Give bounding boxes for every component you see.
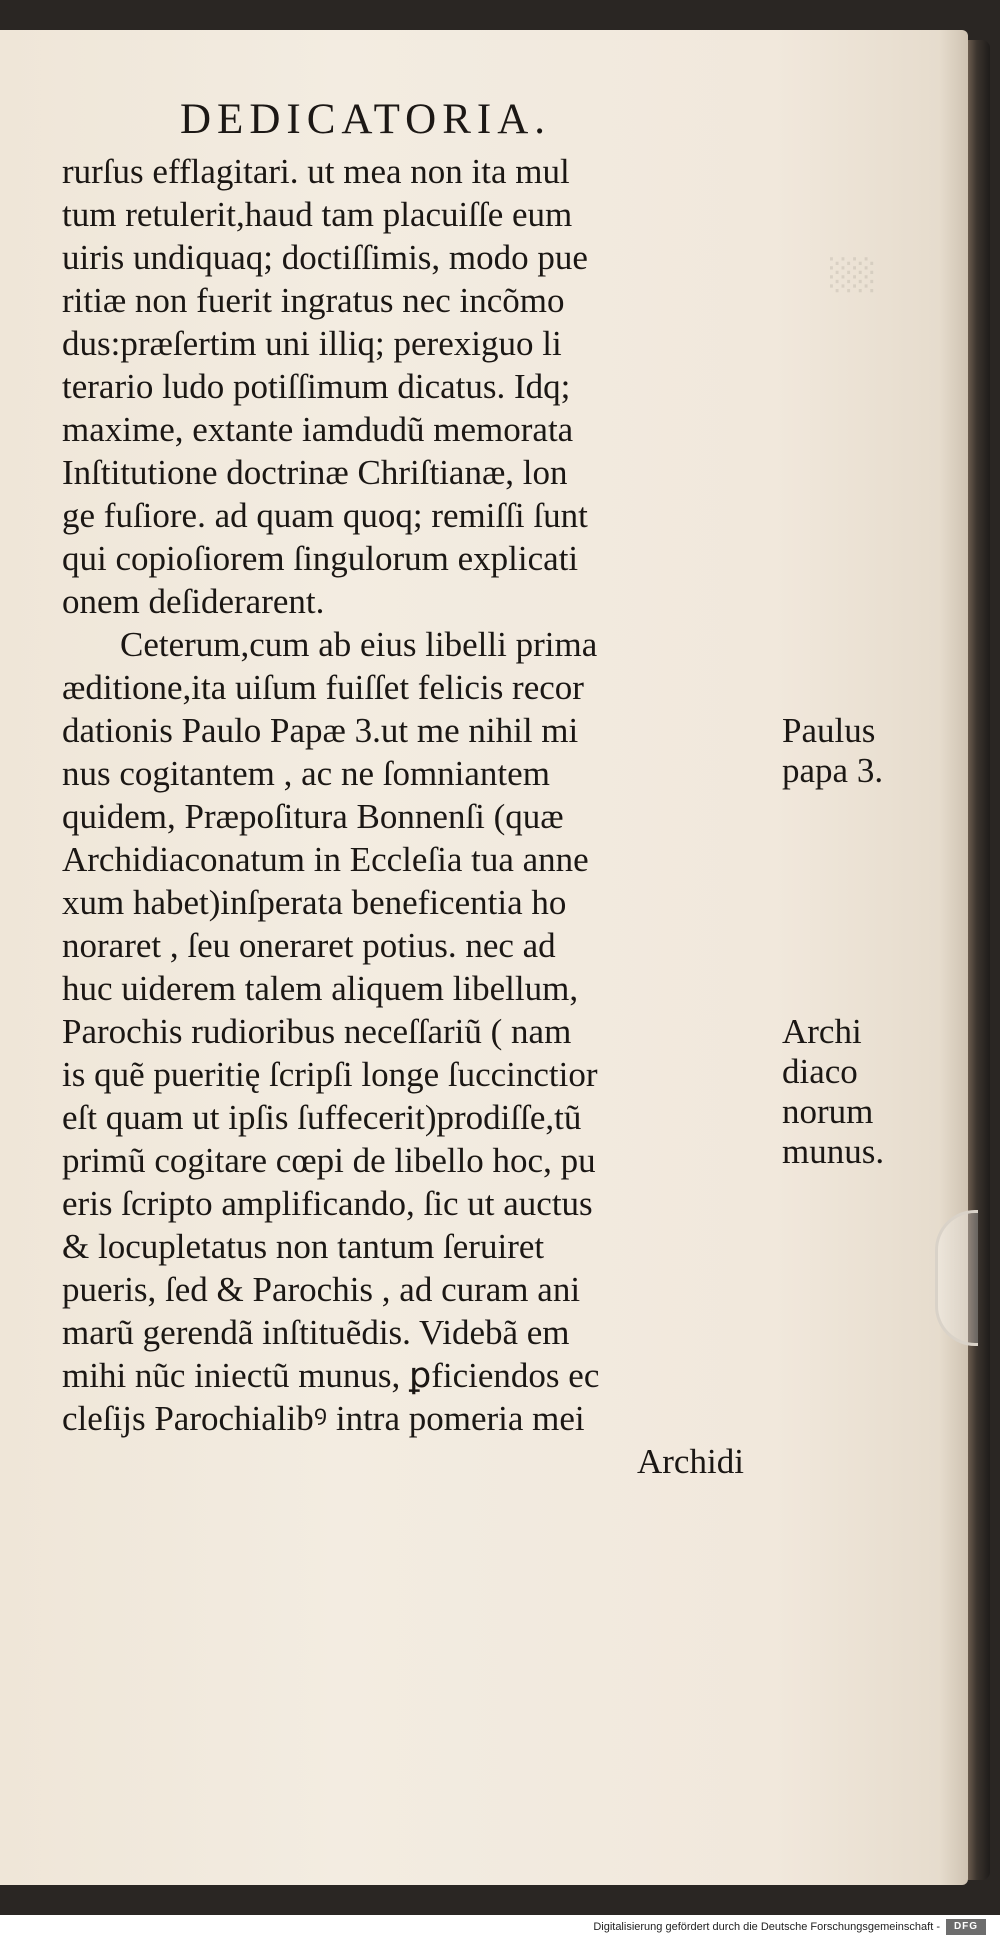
text-line: uiris undiquaq; doctiſſimis, modo pue bbox=[62, 238, 588, 277]
marginal-note-line: norum bbox=[782, 1092, 874, 1131]
marginal-note bbox=[782, 711, 883, 791]
marginal-note-line: papa 3. bbox=[782, 751, 884, 790]
text-line: Archidiaconatum in Eccleſia tua anne bbox=[62, 840, 589, 879]
text-line: nus cogitantem , ac ne ſomniantem bbox=[62, 754, 550, 793]
text-line: is quẽ pueritię ſcripſi longe ſuccinctior bbox=[62, 1055, 598, 1094]
text-line: & locupletatus non tantum ſeruiret bbox=[62, 1227, 545, 1266]
page-tab-marker bbox=[935, 1210, 978, 1346]
marginal-note-line: Paulus bbox=[782, 711, 876, 750]
running-head: DEDICATORIA. bbox=[180, 96, 552, 143]
catchword: Archidi bbox=[637, 1442, 744, 1481]
text-line: dus:præſertim uni illiq; perexiguo li bbox=[62, 324, 562, 363]
text-line: Ceterum,cum ab eius libelli prima bbox=[120, 625, 598, 664]
page-edge bbox=[968, 40, 990, 1880]
text-line: rurſus efflagitari. ut mea non ita mul bbox=[62, 152, 570, 191]
text-line: eris ſcripto amplificando, ſic ut auctus bbox=[62, 1184, 593, 1223]
body-text bbox=[62, 150, 792, 1483]
text-line: ritiæ non fuerit ingratus nec incõmo bbox=[62, 281, 565, 320]
text-line: ge fuſiore. ad quam quoq; remiſſi ſunt bbox=[62, 496, 588, 535]
text-line: xum habet)inſperata beneficentia ho bbox=[62, 883, 567, 922]
text-line: onem deſiderarent. bbox=[62, 582, 325, 621]
marginal-note-line: munus. bbox=[782, 1132, 885, 1171]
dfg-logo: DFG bbox=[946, 1919, 986, 1935]
marginal-note-line: Archi bbox=[782, 1012, 862, 1051]
text-line: terario ludo potiſſimum dicatus. Idq; bbox=[62, 367, 571, 406]
text-line: dationis Paulo Papæ 3.ut me nihil mi bbox=[62, 711, 579, 750]
marginal-note-line: diaco bbox=[782, 1052, 858, 1091]
text-line: marũ gerendã inſtituẽdis. Videbã em bbox=[62, 1313, 570, 1352]
text-line: primũ cogitare cœpi de libello hoc, pu bbox=[62, 1141, 596, 1180]
text-line: Inſtitutione doctrinæ Chriſtianæ, lon bbox=[62, 453, 568, 492]
footer-credit: Digitalisierung gefördert durch die Deutsche Forschungsgemeinschaft - bbox=[593, 1921, 940, 1933]
marginal-note bbox=[782, 1012, 884, 1172]
text-line: mihi nũc iniectũ munus, ꝑficiendos ec bbox=[62, 1356, 600, 1395]
text-line: noraret , ſeu oneraret potius. nec ad bbox=[62, 926, 556, 965]
text-line: pueris, ſed & Parochis , ad curam ani bbox=[62, 1270, 581, 1309]
text-line: tum retulerit,haud tam placuiſſe eum bbox=[62, 195, 573, 234]
text-line: Parochis rudioribus neceſſariũ ( nam bbox=[62, 1012, 572, 1051]
text-line: huc uiderem talem aliquem libellum, bbox=[62, 969, 579, 1008]
text-line: qui copioſiorem ſingulorum explicati bbox=[62, 539, 579, 578]
text-line: cleſijs Parochialibꝰ intra pomeria mei bbox=[62, 1399, 585, 1438]
text-line: eſt quam ut ipſis ſuffecerit)prodiſſe,tũ bbox=[62, 1098, 582, 1137]
text-line: quidem, Præpoſitura Bonnenſi (quæ bbox=[62, 797, 564, 836]
text-line: æditione,ita uiſum fuiſſet felicis recor bbox=[62, 668, 584, 707]
text-line: maxime, extante iamdudũ memorata bbox=[62, 410, 574, 449]
bleed-through-shadow: ░░ bbox=[830, 258, 877, 293]
